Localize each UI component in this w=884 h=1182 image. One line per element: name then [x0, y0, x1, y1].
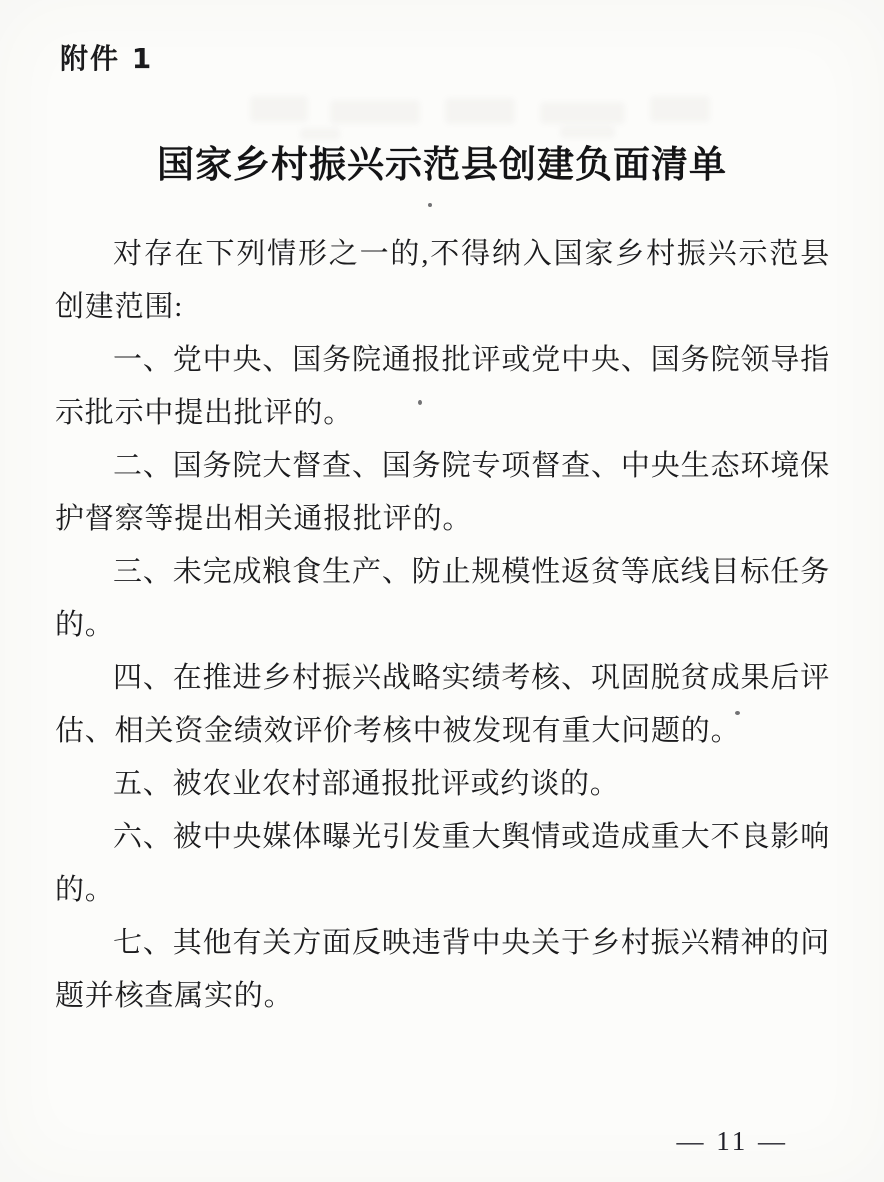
- list-item-6: 六、被中央媒体曝光引发重大舆情或造成重大不良影响的。: [55, 821, 830, 906]
- list-item-4: 四、在推进乡村振兴战略实绩考核、巩固脱贫成果后评估、相关资金绩效评价考核中被发现有重大问题的。: [55, 662, 830, 747]
- list-item-7: 七、其他有关方面反映违背中央关于乡村振兴精神的问题并核查属实的。: [55, 927, 830, 1012]
- list-item-2: 二、国务院大督查、国务院专项督查、中央生态环境保护督察等提出相关通报批评的。: [55, 450, 830, 535]
- scan-speck: [418, 400, 422, 405]
- page-number: — 11 —: [676, 1126, 788, 1156]
- scan-speck: [428, 203, 432, 207]
- document-body: [55, 228, 830, 1023]
- page-title: 国家乡村振兴示范县创建负面清单: [157, 145, 727, 186]
- list-item-3: 三、未完成粮食生产、防止规模性返贫等底线目标任务的。: [55, 556, 830, 641]
- intro-paragraph: 对存在下列情形之一的,不得纳入国家乡村振兴示范县创建范围:: [55, 238, 830, 323]
- attachment-label: 附件 1: [60, 42, 154, 75]
- scan-speck: [735, 711, 740, 715]
- list-item-1: 一、党中央、国务院通报批评或党中央、国务院领导指示批示中提出批评的。: [55, 344, 830, 429]
- list-item-5: 五、被农业农村部通报批评或约谈的。: [113, 768, 620, 800]
